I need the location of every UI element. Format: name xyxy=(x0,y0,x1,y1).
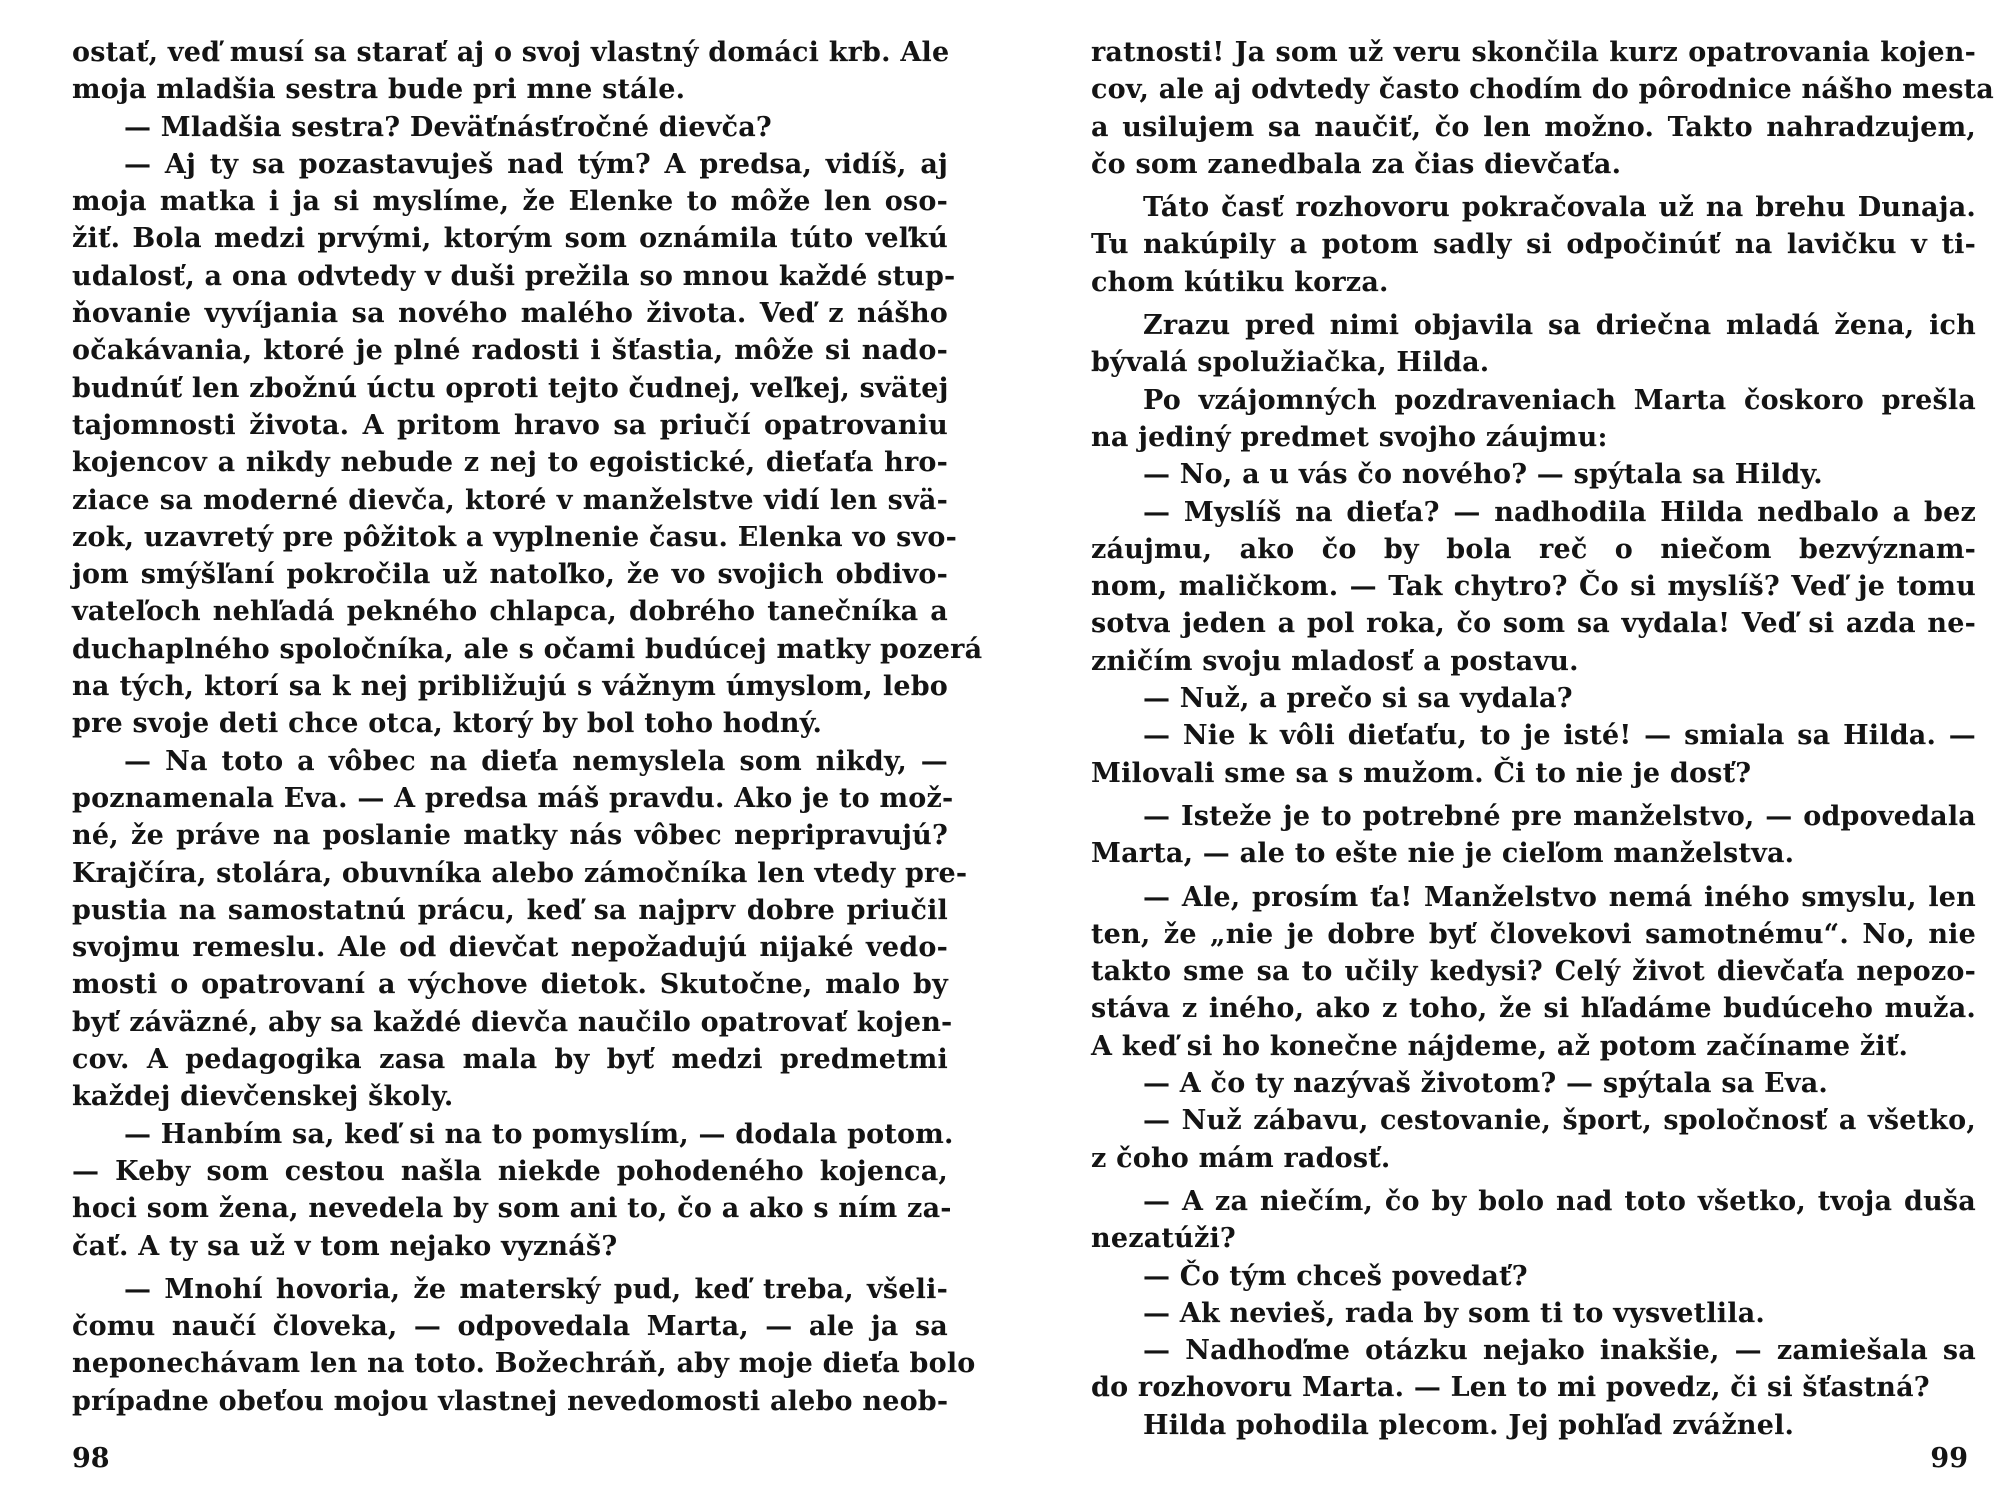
text-line: do rozhovoru Marta. — Len to mi povedz, či si šťastná? xyxy=(1091,1372,1930,1404)
text-line: ňovanie vyvíjania sa nového malého života. Veď z nášho xyxy=(72,298,948,330)
text-line: hoci som žena, nevedela by som ani to, čo a ako s ním za- xyxy=(72,1193,952,1225)
text-line: Krajčíra, stolára, obuvníka alebo zámočníka len vtedy pre- xyxy=(72,857,968,889)
text-line: každej dievčenskej školy. xyxy=(72,1081,454,1113)
text-line: moja matka i ja si myslíme, že Elenke to môže len oso- xyxy=(72,186,948,218)
text-line: čomu naučí človeka, — odpovedala Marta, — ale ja sa xyxy=(72,1311,948,1343)
text-line: svojmu remeslu. Ale od dievčat nepožadujú nijaké vedo- xyxy=(72,932,948,964)
text-line: cov, ale aj odvtedy často chodím do pôrodnice nášho mesta xyxy=(1091,74,1994,106)
text-line: duchaplného spoločníka, ale s očami budúcej matky pozerá xyxy=(72,633,983,665)
text-line: stáva z iného, ako z toho, že si hľadáme budúceho muža. xyxy=(1091,993,1976,1025)
text-line: — Ale, prosím ťa! Manželstvo nemá iného smyslu, len xyxy=(1143,881,1976,913)
text-line: vateľoch nehľadá pekného chlapca, dobrého tanečníka a xyxy=(72,596,948,628)
text-line: ten, že „nie je dobre byť človekovi samotnému“. No, nie xyxy=(1091,918,1976,950)
text-line: — Na toto a vôbec na dieťa nemyslela som nikdy, — xyxy=(124,745,948,777)
text-line: poznamenala Eva. — A predsa máš pravdu. Ako je to mož- xyxy=(72,782,954,814)
text-line: — Mladšia sestra? Deväťnásťročné dievča? xyxy=(124,111,772,143)
right-page xyxy=(1006,0,2012,1500)
left-page-number: 98 xyxy=(72,1443,110,1474)
text-line: ostať, veď musí sa starať aj o svoj vlastný domáci krb. Ale xyxy=(72,37,950,68)
text-line: pustia na samostatnú prácu, keď sa najprv dobre priučil xyxy=(72,894,948,926)
text-line: — Ak nevieš, rada by som ti to vysvetlila. xyxy=(1143,1297,1766,1329)
text-line: Zrazu pred nimi objavila sa driečna mladá žena, ich xyxy=(1143,310,1976,342)
text-line: — No, a u vás čo nového? — spýtala sa Hildy. xyxy=(1143,459,1823,491)
right-page-number: 99 xyxy=(1930,1443,1968,1474)
text-line: — Nuž zábavu, cestovanie, šport, spoločnosť a všetko, xyxy=(1143,1105,1976,1137)
text-line: — A čo ty nazývaš životom? — spýtala sa Eva. xyxy=(1143,1068,1828,1100)
text-line: — Nie k vôli dieťaťu, to je isté! — smiala sa Hilda. — xyxy=(1143,720,1976,752)
text-line: kojencov a nikdy nebude z nej to egoistické, dieťaťa hro- xyxy=(72,447,948,479)
text-line: jom smýšľaní pokročila už natoľko, že vo svojich obdivo- xyxy=(72,559,948,591)
text-line: — Myslíš na dieťa? — nadhodila Hilda nedbalo a bez xyxy=(1143,496,1976,528)
right-page-text xyxy=(1091,34,1994,1444)
text-line: na jediný predmet svojho záujmu: xyxy=(1091,421,1608,453)
text-line: moja mladšia sestra bude pri mne stále. xyxy=(72,74,686,106)
text-line: — Mnohí hovoria, že materský pud, keď treba, všeli- xyxy=(124,1273,948,1305)
text-line: pre svoje deti chce otca, ktorý by bol toho hodný. xyxy=(72,708,823,740)
text-line: sotva jeden a pol roka, čo som sa vydala! Veď si azda ne- xyxy=(1091,608,1976,640)
text-line: — Hanbím sa, keď si na to pomyslím, — dodala potom. xyxy=(124,1118,954,1150)
text-line: Milovali sme sa s mužom. Či to nie je dosť? xyxy=(1091,757,1752,789)
text-line: ziace sa moderné dievča, ktoré v manželstve vidí len svä- xyxy=(72,484,948,516)
text-line: chom kútiku korza. xyxy=(1091,266,1389,298)
text-line: zničím svoju mladosť a postavu. xyxy=(1091,645,1579,677)
text-line: A keď si ho konečne nájdeme, až potom začíname žiť. xyxy=(1091,1030,1909,1062)
text-line: čať. A ty sa už v tom nejako vyznáš? xyxy=(72,1230,618,1262)
text-line: — Aj ty sa pozastavuješ nad tým? A predsa, vidíš, aj xyxy=(124,148,948,180)
text-line: — Isteže je to potrebné pre manželstvo, — odpovedala xyxy=(1143,800,1976,832)
text-line: Táto časť rozhovoru pokračovala už na brehu Dunaja. xyxy=(1143,192,1976,224)
text-line: byť záväzné, aby sa každé dievča naučilo opatrovať kojen- xyxy=(72,1006,953,1038)
text-line: né, že práve na poslanie matky nás vôbec nepripravujú? xyxy=(72,820,948,852)
text-line: čo som zanedbala za čias dievčaťa. xyxy=(1091,148,1622,180)
text-line: — Čo tým chceš povedať? xyxy=(1143,1260,1528,1292)
text-line: z čoho mám radosť. xyxy=(1091,1142,1391,1174)
text-line: záujmu, ako čo by bola reč o niečom bezvýznam- xyxy=(1091,533,1976,565)
text-line: — Nuž, a prečo si sa vydala? xyxy=(1143,683,1573,715)
text-line: mosti o opatrovaní a výchove dietok. Skutočne, malo by xyxy=(72,969,948,1001)
text-line: prípadne obeťou mojou vlastnej nevedomosti alebo neob- xyxy=(72,1385,949,1417)
text-line: — Nadhoďme otázku nejako inakšie, — zamiešala sa xyxy=(1143,1335,1976,1367)
left-page-text xyxy=(72,34,983,1420)
text-line: nezatúži? xyxy=(1091,1223,1236,1255)
text-line: takto sme sa to učily kedysi? Celý život dievčaťa nepozo- xyxy=(1091,956,1976,988)
text-line: neponechávam len na toto. Božechráň, aby moje dieťa bolo xyxy=(72,1348,976,1380)
text-line: bývalá spolužiačka, Hilda. xyxy=(1091,347,1490,379)
text-line: nom, maličkom. — Tak chytro? Čo si myslíš? Veď je tomu xyxy=(1091,571,1976,603)
text-line: budnúť len zbožnú úctu oproti tejto čudnej, veľkej, svätej xyxy=(72,372,949,404)
text-line: očakávania, ktoré je plné radosti i šťastia, môže si nado- xyxy=(72,335,948,367)
text-line: na tých, ktorí sa k nej približujú s vážnym úmyslom, lebo xyxy=(72,671,948,703)
text-line: — A za niečím, čo by bolo nad toto všetko, tvoja duša xyxy=(1143,1185,1976,1217)
text-line: Hilda pohodila plecom. Jej pohľad zvážnel. xyxy=(1143,1409,1795,1441)
text-line: Tu nakúpily a potom sadly si odpočinúť na lavičku v ti- xyxy=(1091,229,1976,261)
text-line: cov. A pedagogika zasa mala by byť medzi predmetmi xyxy=(72,1044,948,1076)
text-line: udalosť, a ona odvtedy v duši prežila so mnou každé stup- xyxy=(72,260,956,292)
text-line: ratnosti! Ja som už veru skončila kurz opatrovania kojen- xyxy=(1091,37,1976,68)
text-line: žiť. Bola medzi prvými, ktorým som oznámila túto veľkú xyxy=(72,223,948,255)
text-line: — Keby som cestou našla niekde pohodeného kojenca, xyxy=(72,1155,948,1187)
text-line: zok, uzavretý pre pôžitok a vyplnenie času. Elenka vo svo- xyxy=(72,521,957,553)
text-line: tajomnosti života. A pritom hravo sa priučí opatrovaniu xyxy=(72,409,948,441)
text-line: a usilujem sa naučiť, čo len možno. Takto nahradzujem, xyxy=(1091,111,1976,143)
text-line: Po vzájomných pozdraveniach Marta čoskoro prešla xyxy=(1143,384,1976,416)
text-line: Marta, — ale to ešte nie je cieľom manželstva. xyxy=(1091,838,1795,870)
